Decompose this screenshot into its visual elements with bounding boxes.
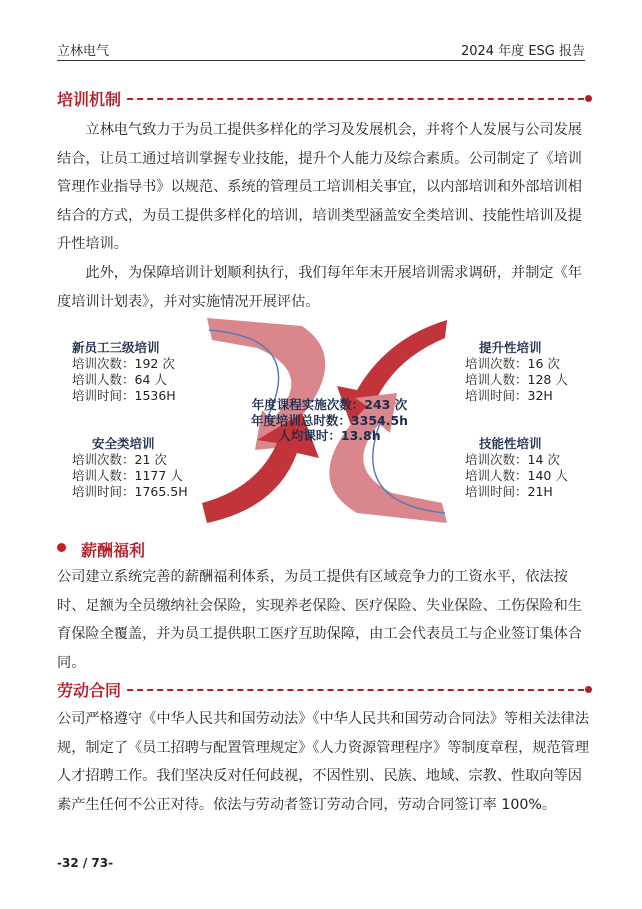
box-line: 培训人数：140 人 bbox=[465, 468, 568, 483]
box-title: 安全类培训 bbox=[92, 436, 155, 451]
contract-paragraph: 公司严格遵守《中华人民共和国劳动法》《中华人民共和国劳动合同法》等相关法律法规，制定了《员工招聘与配置管理规定》《人力资源管理程序》等制度章程，规范管理人才招聘工作。我们坚决反对任何歧视，不因性别、民族、地域、宗教、性取向等因素产生任何不公正对待。依法与劳动者签订劳动合同，劳动合同签订率 100%。 bbox=[57, 711, 590, 813]
title-divider bbox=[57, 98, 584, 100]
section-title-contract bbox=[57, 678, 592, 702]
box-line: 培训次数：192 次 bbox=[72, 356, 175, 371]
title-divider bbox=[57, 689, 584, 691]
box-line: 培训次数：14 次 bbox=[465, 452, 560, 467]
box-line: 培训人数：128 人 bbox=[465, 372, 568, 387]
page-header bbox=[57, 38, 585, 61]
box-safety bbox=[72, 436, 188, 500]
box-line: 培训次数：16 次 bbox=[465, 356, 560, 371]
title-end-dot bbox=[585, 686, 592, 693]
section-title-text: 薪酬福利 bbox=[81, 541, 146, 560]
box-line: 培训人数：64 人 bbox=[72, 372, 167, 387]
training-paragraph-2: 此外，为保障培训计划顺利执行，我们每年年末开展培训需求调研，并制定《年度培训计划表》，并对实施情况开展评估。 bbox=[57, 265, 582, 310]
box-line: 培训时间：1765.5H bbox=[72, 484, 188, 499]
report-title: 2024 年度 ESG 报告 bbox=[460, 44, 585, 59]
box-new-employee bbox=[72, 340, 176, 404]
section-title-text: 劳动合同 bbox=[57, 678, 125, 701]
box-skills bbox=[465, 436, 568, 500]
box-line: 培训次数：21 次 bbox=[72, 452, 167, 467]
section-title-training bbox=[57, 87, 592, 111]
box-line: 培训时间：32H bbox=[465, 388, 553, 403]
training-paragraph-1: 立林电气致力于为员工提供多样化的学习及发展机会，并将个人发展与公司发展结合，让员工通过培训掌握专业技能，提升个人能力及综合素质。公司制定了《培训管理作业指导书》以规范、系统的管理员工培训相关事宜，以内部培训和外部培训相结合的方式，为员工提供多样化的培训，培训类型涵盖安全类培训、技能性培训及提升性培训。 bbox=[57, 122, 582, 252]
box-title: 新员工三级培训 bbox=[72, 340, 160, 355]
box-line: 培训人数：1177 人 bbox=[72, 468, 183, 483]
training-diagram bbox=[57, 318, 592, 523]
box-title: 提升性培训 bbox=[479, 340, 542, 355]
center-line: 人均课时：13.8h bbox=[278, 428, 381, 443]
center-summary bbox=[242, 397, 417, 444]
page-number: -32 / 73- bbox=[57, 856, 114, 870]
box-improvement bbox=[465, 340, 568, 404]
box-line: 培训时间：1536H bbox=[72, 388, 176, 403]
title-end-dot bbox=[585, 95, 592, 102]
company-name: 立林电气 bbox=[57, 44, 110, 59]
section-title-text: 培训机制 bbox=[57, 87, 125, 110]
center-line: 年度培训总时数：3354.5h bbox=[250, 412, 409, 428]
center-line: 年度课程实施次数：243 次 bbox=[251, 397, 408, 412]
salary-paragraph: 公司建立系统完善的薪酬福利体系，为员工提供有区域竞争力的工资水平，依法按时、足额为全员缴纳社会保险，实现养老保险、医疗保险、失业保险、工伤保险和生育保险全覆盖，并为员工提供职工医疗互助保障，由工会代表员工与企业签订集体合同。 bbox=[57, 569, 582, 671]
bullet-dot bbox=[57, 543, 66, 552]
box-title: 技能性培训 bbox=[479, 436, 542, 451]
box-line: 培训时间：21H bbox=[465, 484, 553, 499]
